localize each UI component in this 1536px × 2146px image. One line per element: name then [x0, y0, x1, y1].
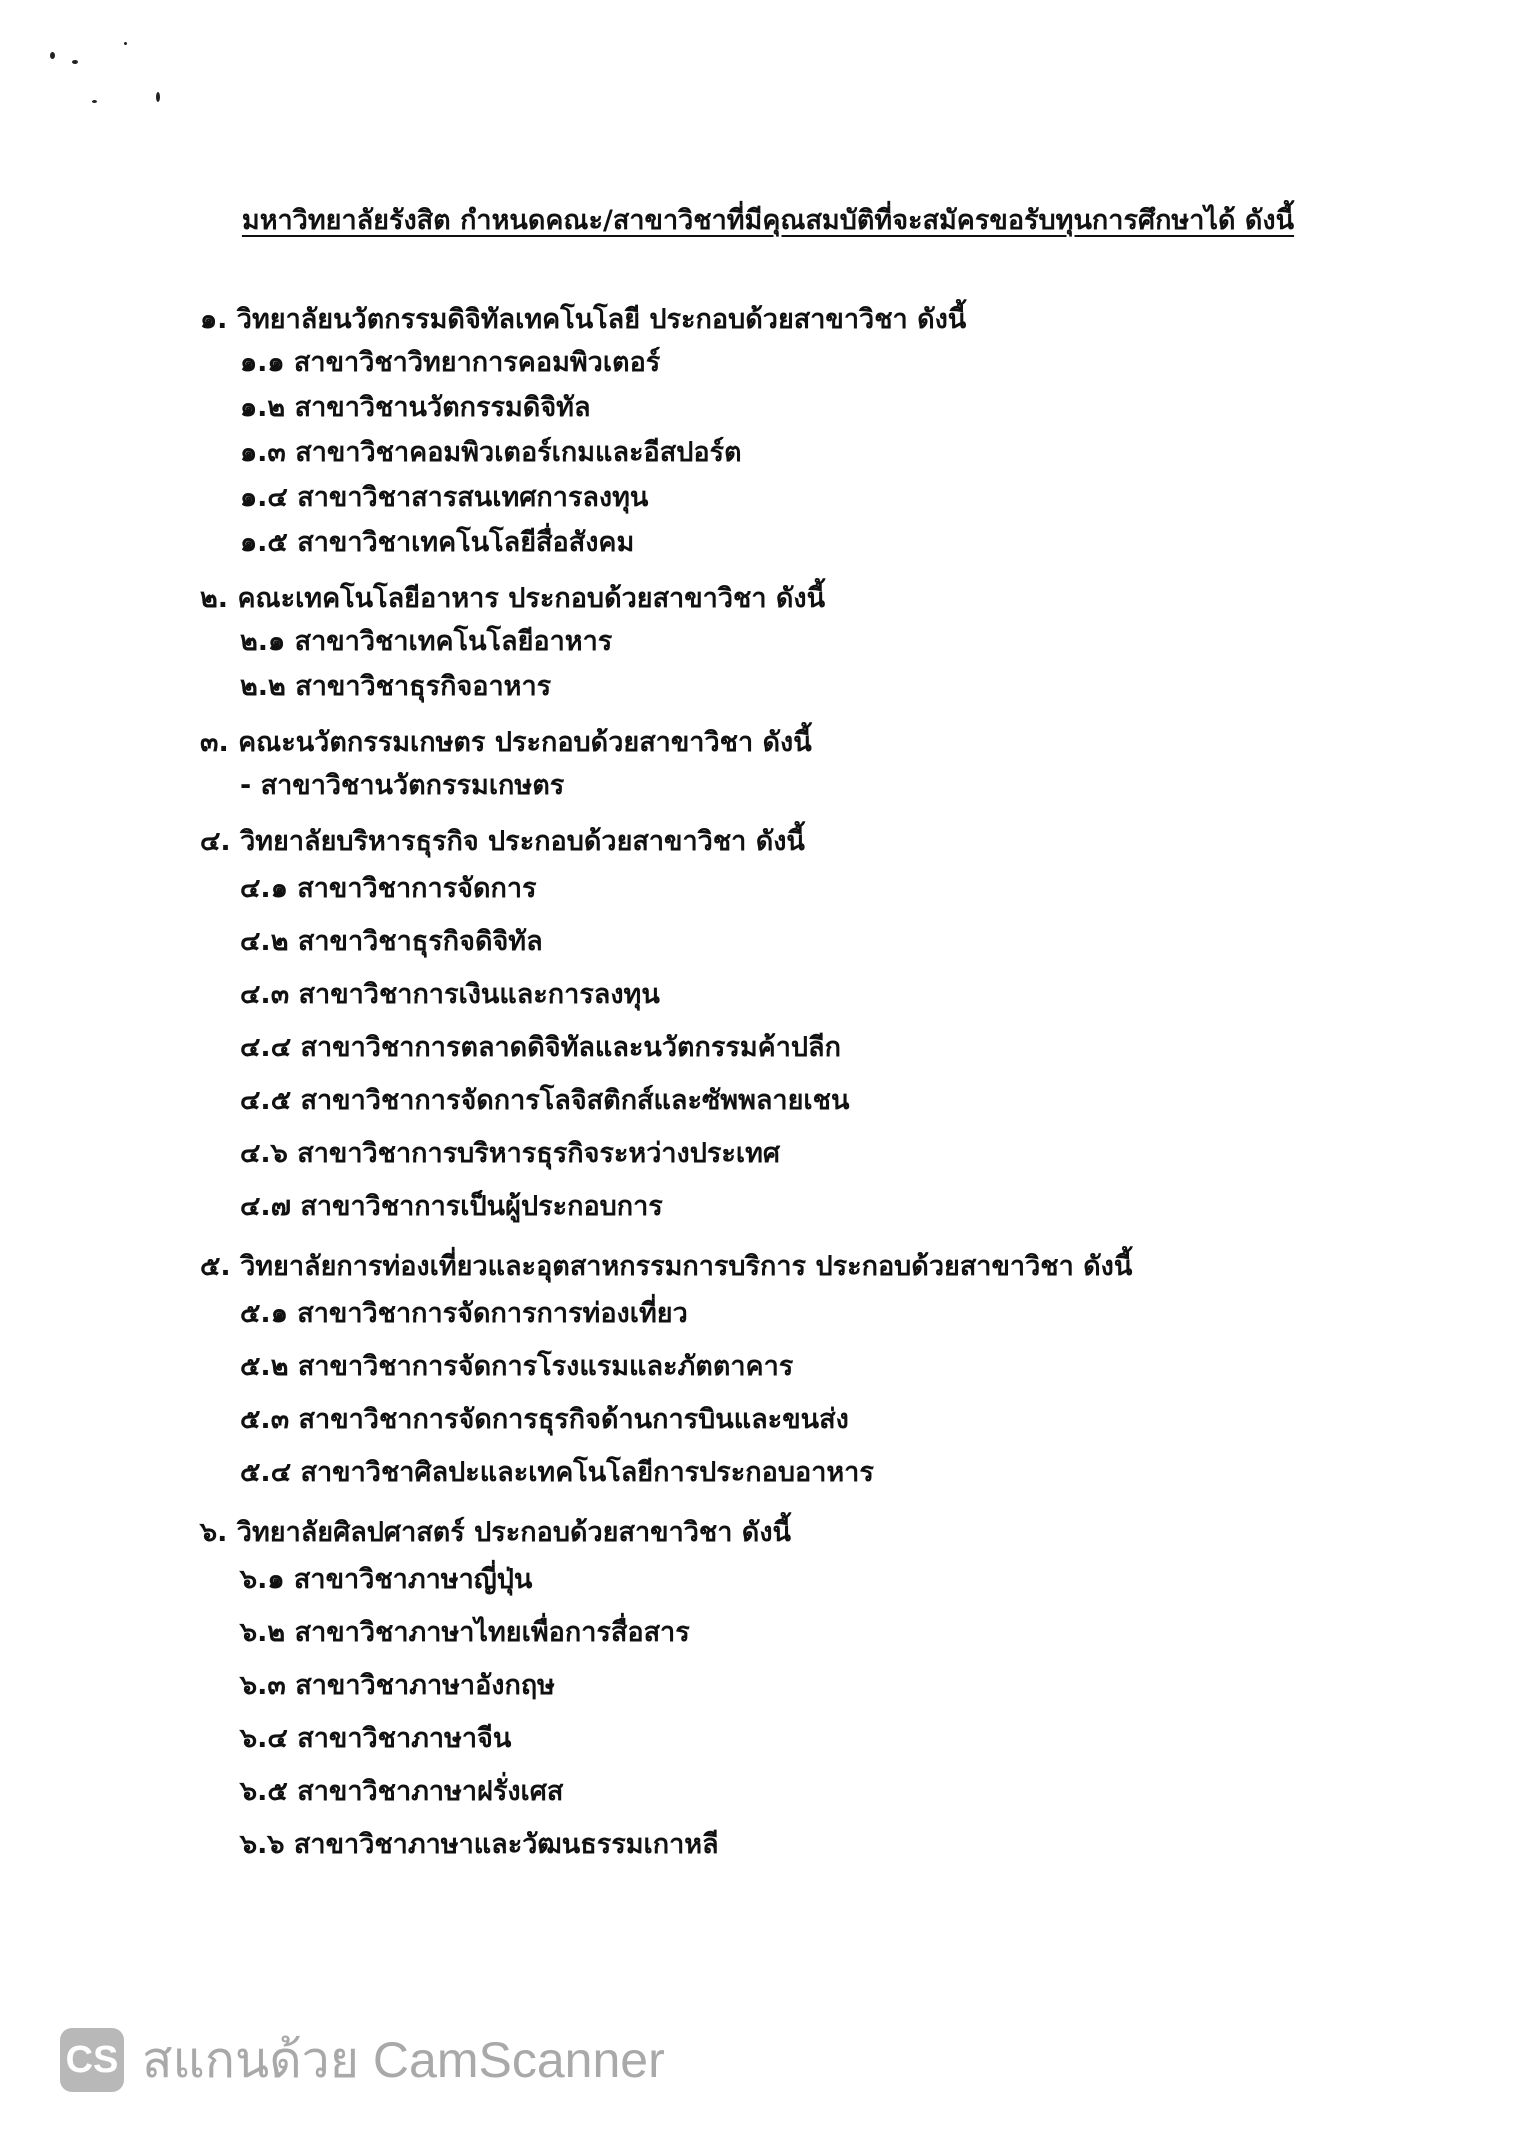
- section-heading: ๑. วิทยาลัยนวัตกรรมดิจิทัลเทคโนโลยี ประกอบด้วยสาขาวิชา ดังนี้: [200, 304, 967, 335]
- camscanner-watermark: [60, 2025, 665, 2095]
- list-item: ๔.๑ สาขาวิชาการจัดการ: [240, 873, 537, 904]
- list-item: ๖.๓ สาขาวิชาภาษาอังกฤษ: [240, 1670, 555, 1701]
- list-item: ๕.๓ สาขาวิชาการจัดการธุรกิจด้านการบินและขนส่ง: [240, 1404, 849, 1435]
- list-item: ๑.๕ สาขาวิชาเทคโนโลยีสื่อสังคม: [240, 527, 635, 558]
- list-item: ๖.๕ สาขาวิชาภาษาฝรั่งเศส: [240, 1776, 564, 1807]
- document-title: มหาวิทยาลัยรังสิต กำหนดคณะ/สาขาวิชาที่มีคุณสมบัติที่จะสมัครขอรับทุนการศึกษาได้ ดังนี้: [241, 205, 1295, 236]
- list-item: ๔.๖ สาขาวิชาการบริหารธุรกิจระหว่างประเทศ: [240, 1138, 781, 1169]
- list-item: ๖.๖ สาขาวิชาภาษาและวัฒนธรรมเกาหลี: [240, 1829, 719, 1860]
- list-item: ๒.๒ สาขาวิชาธุรกิจอาหาร: [240, 671, 552, 702]
- list-item: ๖.๒ สาขาวิชาภาษาไทยเพื่อการสื่อสาร: [240, 1617, 690, 1648]
- faculty-section-3: [200, 723, 1400, 808]
- faculty-section-4: [200, 822, 1400, 1233]
- faculty-section-6: [200, 1513, 1400, 1871]
- list-item: ๕.๔ สาขาวิชาศิลปะและเทคโนโลยีการประกอบอาหาร: [240, 1457, 874, 1488]
- scan-speck: [124, 42, 127, 45]
- list-item: ๕.๑ สาขาวิชาการจัดการการท่องเที่ยว: [240, 1298, 688, 1329]
- section-heading: ๔. วิทยาลัยบริหารธุรกิจ ประกอบด้วยสาขาวิชา ดังนี้: [200, 826, 805, 857]
- camscanner-logo-icon: CS: [60, 2028, 124, 2092]
- list-item: ๔.๗ สาขาวิชาการเป็นผู้ประกอบการ: [240, 1191, 663, 1222]
- scan-speck: [156, 92, 160, 102]
- faculty-section-5: [200, 1247, 1400, 1499]
- list-item: - สาขาวิชานวัตกรรมเกษตร: [240, 770, 565, 801]
- list-item: ๒.๑ สาขาวิชาเทคโนโลยีอาหาร: [240, 626, 613, 657]
- list-item: ๖.๔ สาขาวิชาภาษาจีน: [240, 1723, 512, 1754]
- scan-speck: [50, 52, 55, 59]
- scan-speck: [72, 60, 78, 64]
- section-heading: ๓. คณะนวัตกรรมเกษตร ประกอบด้วยสาขาวิชา ดังนี้: [200, 727, 812, 758]
- list-item: ๔.๔ สาขาวิชาการตลาดดิจิทัลและนวัตกรรมค้าปลีก: [240, 1032, 841, 1063]
- list-item: ๑.๒ สาขาวิชานวัตกรรมดิจิทัล: [240, 392, 591, 423]
- faculty-section-1: [200, 300, 1400, 565]
- list-item: ๕.๒ สาขาวิชาการจัดการโรงแรมและภัตตาคาร: [240, 1351, 794, 1382]
- section-heading: ๕. วิทยาลัยการท่องเที่ยวและอุตสาหกรรมการบริการ ประกอบด้วยสาขาวิชา ดังนี้: [200, 1251, 1133, 1282]
- list-item: ๔.๓ สาขาวิชาการเงินและการลงทุน: [240, 979, 660, 1010]
- list-item: ๖.๑ สาขาวิชาภาษาญี่ปุ่น: [240, 1564, 533, 1595]
- faculty-list: [200, 300, 1400, 1885]
- list-item: ๑.๑ สาขาวิชาวิทยาการคอมพิวเตอร์: [240, 347, 661, 378]
- watermark-text: สแกนด้วย CamScanner: [142, 2031, 665, 2088]
- section-heading: ๖. วิทยาลัยศิลปศาสตร์ ประกอบด้วยสาขาวิชา ดังนี้: [200, 1517, 791, 1548]
- list-item: ๔.๕ สาขาวิชาการจัดการโลจิสติกส์และซัพพลายเชน: [240, 1085, 850, 1116]
- scan-speck: [92, 100, 97, 103]
- list-item: ๑.๔ สาขาวิชาสารสนเทศการลงทุน: [240, 482, 649, 513]
- list-item: ๔.๒ สาขาวิชาธุรกิจดิจิทัล: [240, 926, 543, 957]
- faculty-section-2: [200, 579, 1400, 709]
- list-item: ๑.๓ สาขาวิชาคอมพิวเตอร์เกมและอีสปอร์ต: [240, 437, 742, 468]
- section-heading: ๒. คณะเทคโนโลยีอาหาร ประกอบด้วยสาขาวิชา ดังนี้: [200, 583, 826, 614]
